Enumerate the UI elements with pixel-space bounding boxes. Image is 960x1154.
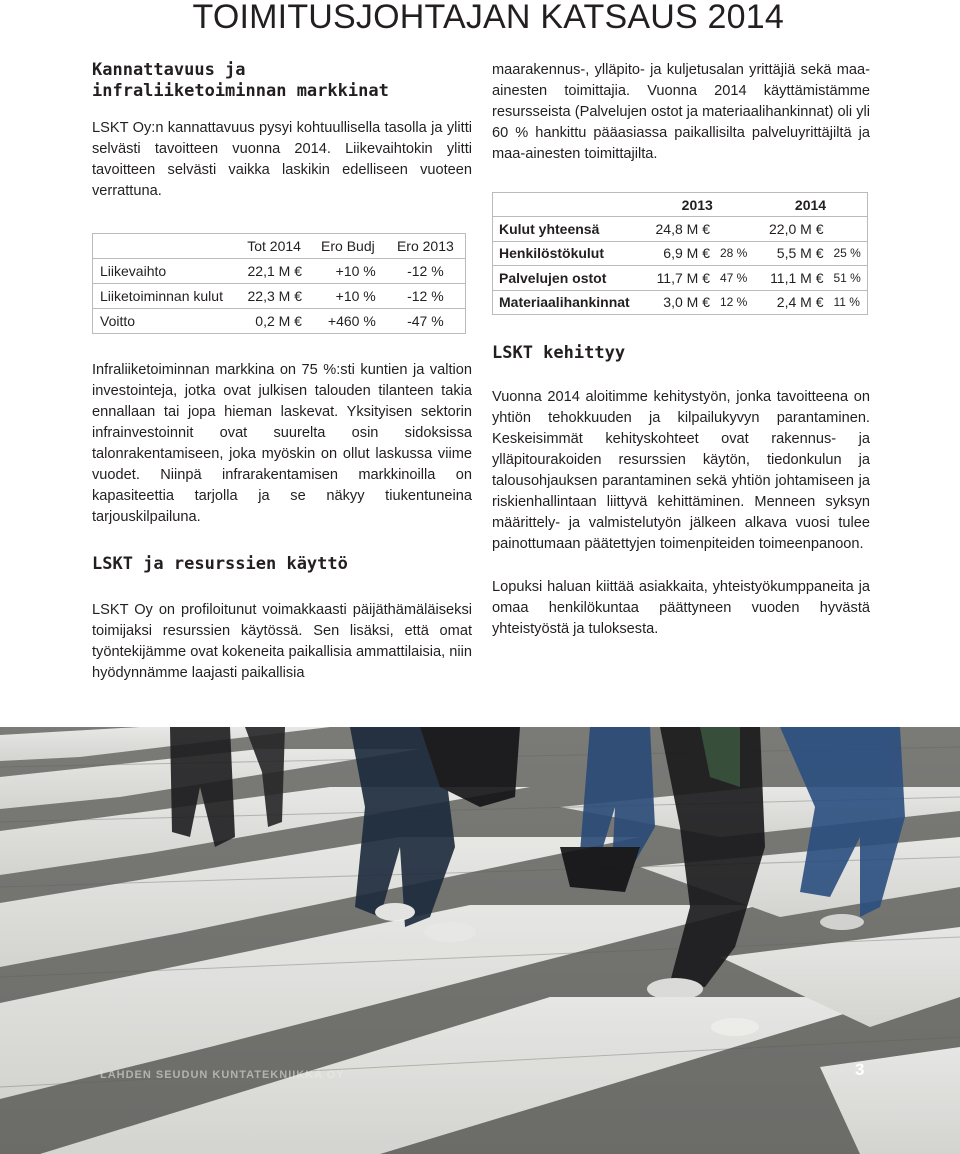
cost-header-row: [493, 193, 868, 217]
cost-header-2014: 2014: [794, 196, 827, 213]
table-row: [93, 309, 466, 334]
header-empty: [93, 234, 239, 259]
cell-2014: 22,0 M €: [754, 217, 826, 242]
thanks-paragraph: Lopuksi haluan kiittää asiakkaita, yhteistyökumppaneita ja omaa henkilökuntaa päättyneen vuoden hyvästä yhteistyöstä ja tuloksesta.: [492, 579, 870, 637]
right-column: [492, 60, 870, 640]
table-row: [493, 266, 868, 291]
row-label: Kulut yhteensä: [493, 217, 641, 242]
section-heading-kehittyy: LSKT kehittyy: [492, 343, 626, 363]
left-column: [92, 60, 472, 684]
cell-2014-pct: 11 %: [826, 290, 868, 315]
cell-budj: +10 %: [310, 259, 386, 284]
cell-ero: -47 %: [386, 309, 466, 334]
cell-2014-pct: 51 %: [826, 266, 868, 291]
heading-line-2: infraliiketoiminnan markkinat: [92, 81, 389, 101]
table-row: [493, 241, 868, 266]
resources-continued-paragraph: maarakennus-, ylläpito- ja kuljetusalan yrittäjiä sekä maa-ainesten toimittajia. Vuonna 2014 käyttämistämme resursseista (Palvelujen ostot ja materiaalihankinnat) oli yli 60 % hankittu pääasiassa paikallisilta palveluyrittäjiltä ja maa-ainesten toimittajilta.: [492, 62, 870, 162]
section-heading-kannattavuus: [92, 60, 472, 102]
cell-2013-pct: 28 %: [712, 241, 754, 266]
table-header-row: [93, 234, 466, 259]
row-label: Liikevaihto: [93, 259, 239, 284]
table-row: [93, 284, 466, 309]
cell-budj: +10 %: [310, 284, 386, 309]
cell-2013: 3,0 M €: [641, 290, 713, 315]
cell-2013-pct: 47 %: [712, 266, 754, 291]
header-ero-budj: Ero Budj: [310, 234, 386, 259]
crosswalk-photo: [0, 727, 960, 1154]
crosswalk-illustration: [0, 727, 960, 1154]
cell-budj: +460 %: [310, 309, 386, 334]
cost-header-2013: 2013: [681, 196, 713, 213]
cell-tot: 22,3 M €: [238, 284, 310, 309]
cost-header-empty: [493, 193, 641, 217]
development-paragraph: Vuonna 2014 aloitimme kehitystyön, jonka tavoitteena on yhtiön tehokkuuden ja kilpailukyvyn parantaminen. Keskeisimmät kehityskohteet ovat rakennus- ja ylläpitourakoiden resurssien käytön, tiedonkulun ja talousohjauksen parantaminen sekä yhtiön johtamiseen ja riskienhallintaan liittyvä kehittäminen. Menneen syksyn määrittely- ja valmistelutyön jälkeen alkava vuosi tulee painottumaan päätettyjen toimenpiteiden toimeenpanoon.: [492, 389, 870, 552]
intro-paragraph: LSKT Oy:n kannattavuus pysyi kohtuullisella tasolla ja ylitti selvästi tavoitteen vuonna 2014. Liikevaihtokin ylitti tavoitteen selvästi vaikka laskikin edelliseen vuoteen verrattuna.: [92, 120, 472, 199]
cell-2013: 11,7 M €: [641, 266, 713, 291]
cell-tot: 22,1 M €: [238, 259, 310, 284]
footer-company: LAHDEN SEUDUN KUNTATEKNIIKKA OY: [100, 1069, 345, 1081]
row-label: Palvelujen ostot: [493, 266, 641, 291]
cell-2014: 11,1 M €: [754, 266, 826, 291]
cost-table: [492, 192, 868, 315]
cell-tot: 0,2 M €: [238, 309, 310, 334]
cell-ero: -12 %: [386, 259, 466, 284]
cell-2013-pct: [712, 217, 754, 242]
header-tot-2014: Tot 2014: [238, 234, 310, 259]
financial-summary-table: [92, 233, 466, 334]
row-label: Materiaalihankinnat: [493, 290, 641, 315]
row-label: Henkilöstökulut: [493, 241, 641, 266]
cell-2014-pct: [826, 217, 868, 242]
table-row: [493, 217, 868, 242]
cell-2014: 2,4 M €: [754, 290, 826, 315]
page-number: 3: [855, 1060, 865, 1079]
cell-ero: -12 %: [386, 284, 466, 309]
cell-2014: 5,5 M €: [754, 241, 826, 266]
table-row: [493, 290, 868, 315]
row-label: Voitto: [93, 309, 239, 334]
cell-2013-pct: 12 %: [712, 290, 754, 315]
cell-2014-pct: 25 %: [826, 241, 868, 266]
row-label: Liiketoiminnan kulut: [93, 284, 239, 309]
section-heading-resurssit: LSKT ja resurssien käyttö: [92, 554, 348, 574]
heading-line-1: Kannattavuus ja: [92, 60, 246, 80]
table-row: [93, 259, 466, 284]
resources-paragraph: LSKT Oy on profiloitunut voimakkaasti päijäthämäläiseksi toimijaksi resurssien käytössä. Sen lisäksi, että omat työntekijämme ovat kokeneita paikallisia ammattilaisia, niin hyödynnämme laajasti paikallisia: [92, 602, 472, 681]
header-ero-2013: Ero 2013: [386, 234, 466, 259]
cell-2013: 6,9 M €: [641, 241, 713, 266]
market-paragraph: Infraliiketoiminnan markkina on 75 %:sti kuntien ja valtion investointeja, jotka ovat julkisen talouden tilanteen takia ennallaan tai jopa hieman laskevat. Yksityisen sektorin infrainvestoinnit ovat suurelta osin sidoksissa talonrakentamiseen, joka myöskin on ollut laskussa viime vuodet. Niinpä infrarakentamisen markkinoilla on kapasiteettia tarjolla ja se näkyy tiukentuneina tarjouskilpailuna.: [92, 362, 472, 525]
page-title: TOIMITUSJOHTAJAN KATSAUS 2014: [192, 0, 784, 36]
cell-2013: 24,8 M €: [641, 217, 713, 242]
